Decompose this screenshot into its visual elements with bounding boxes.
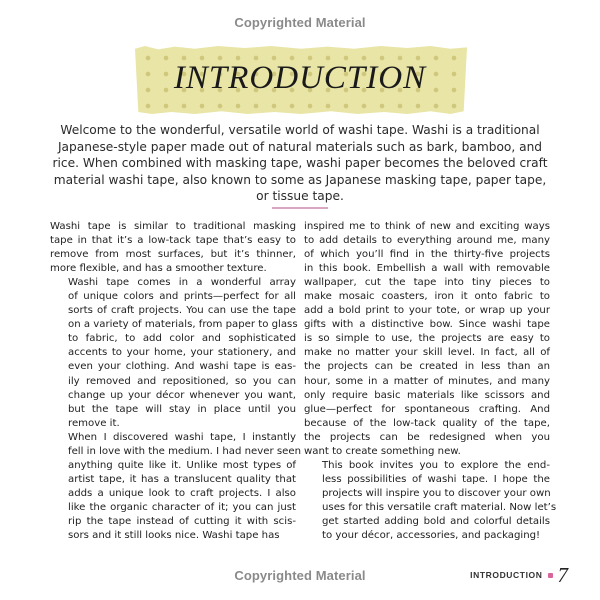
text-line: want to create something new. <box>304 445 461 457</box>
text-line: the projects can be redesigned when you <box>304 431 550 443</box>
text-line: sorts of craft projects. You can use the tape <box>68 305 296 317</box>
text-line: ily removed and repositioned, so you can <box>68 375 296 387</box>
text-line: accents to your home, your stationery, and <box>68 347 296 359</box>
page-number: 7 <box>557 563 568 587</box>
text-line: on a variety of materials, from paper to glass <box>68 319 298 331</box>
text-line: artist tape, it has a translucent quality that <box>68 473 296 485</box>
text-line: wallpaper, cut the tape into tiny pieces to <box>304 277 550 289</box>
text-line: make mosaic coasters, iron it onto fabric to <box>304 291 550 303</box>
intro-paragraph: Welcome to the wonderful, versatile world of washi tape. Washi is a traditional Japanese-style paper made out of natural materials such as bark, bamboo, and rice. When combined with masking tape, washi paper becomes the beloved craft material washi tape, also known to some as Japanese masking tape, paper tape, or tissue tape. <box>52 123 548 204</box>
text-line: of which you’ll find in the thirty-five projects <box>304 249 550 261</box>
text-line: in this book. Embellish a wall with removable <box>304 263 550 275</box>
body-paragraph <box>50 276 296 431</box>
text-line: Washi tape comes in a wonderful array <box>68 277 296 289</box>
text-line: get started adding bold and colorful details <box>322 515 550 527</box>
text-line: but the tape will stay in place until you <box>68 403 296 415</box>
footer-section-label: INTRODUCTION <box>470 570 543 580</box>
body-paragraph <box>304 220 550 459</box>
text-line: change up your décor whenever you want, <box>68 389 296 401</box>
text-line: fell in love with the medium. I had never seen <box>68 445 301 457</box>
text-line: add a bold print to your tote, or wrap up your <box>304 305 550 317</box>
text-line: sors and it still looks nice. Washi tape has <box>68 530 280 542</box>
text-line: Washi tape is similar to traditional masking <box>50 221 296 232</box>
text-line: rip the tape instead of cutting it with scis- <box>68 515 296 527</box>
body-paragraph <box>50 431 301 543</box>
body-paragraph <box>50 220 296 276</box>
text-line: remove it. <box>68 417 120 429</box>
text-line: inspired me to think of new and exciting ways <box>304 221 550 232</box>
body-column-left <box>50 220 301 543</box>
text-line: of unique colors and prints—perfect for all <box>68 291 296 303</box>
body-paragraph <box>304 459 557 543</box>
copyright-watermark-bottom: Copyrighted Material <box>234 568 366 583</box>
section-divider <box>272 207 328 209</box>
text-line: even your clothing. And washi tape is eas- <box>68 361 296 373</box>
copyright-watermark-top: Copyrighted Material <box>234 15 366 30</box>
text-line: hour, some in a matter of minutes, and many <box>304 375 550 387</box>
text-line: This book invites you to explore the end- <box>322 459 550 471</box>
text-line: glue—perfect for spontaneous crafting. And <box>304 403 550 415</box>
text-line: tape in that it’s a low-tack tape that’s easy to <box>50 235 296 247</box>
text-line: the projects can be created in less than an <box>304 361 550 373</box>
text-line: make no matter your skill level. In fact, all of <box>304 347 550 359</box>
text-line: more flexible, and has a smoother texture. <box>50 263 267 275</box>
text-line: is so simple to use, the projects are easy to <box>304 333 550 345</box>
text-line: projects will inspire you to discover your own <box>322 487 551 499</box>
text-line: anything quite like it. Unlike most types of <box>68 459 296 471</box>
body-column-right <box>304 220 557 543</box>
page-title: INTRODUCTION <box>173 60 427 96</box>
text-line: less possibilities of washi tape. I hope the <box>322 473 550 485</box>
text-line: remove from most surfaces, but it’s thinner, <box>50 249 296 261</box>
text-line: gifts with a distinctive bow. Since washi tape <box>304 319 550 331</box>
text-line: because of the low-tack quality of the tape, <box>304 417 550 429</box>
text-line: to your décor, accessories, and packaging! <box>322 530 541 542</box>
text-line: to fabric, to add color and sophisticated <box>68 333 296 345</box>
text-line: adds a unique look to craft projects. I also <box>68 487 296 499</box>
text-line: like the organic character of it; you can just <box>68 501 296 513</box>
text-line: to add details to everything around me, many <box>304 235 550 247</box>
text-line: When I discovered washi tape, I instantly <box>68 431 296 443</box>
text-line: uses for this versatile craft material. Now let’s <box>322 501 557 513</box>
text-line: only require basic materials like scissors and <box>304 389 550 401</box>
